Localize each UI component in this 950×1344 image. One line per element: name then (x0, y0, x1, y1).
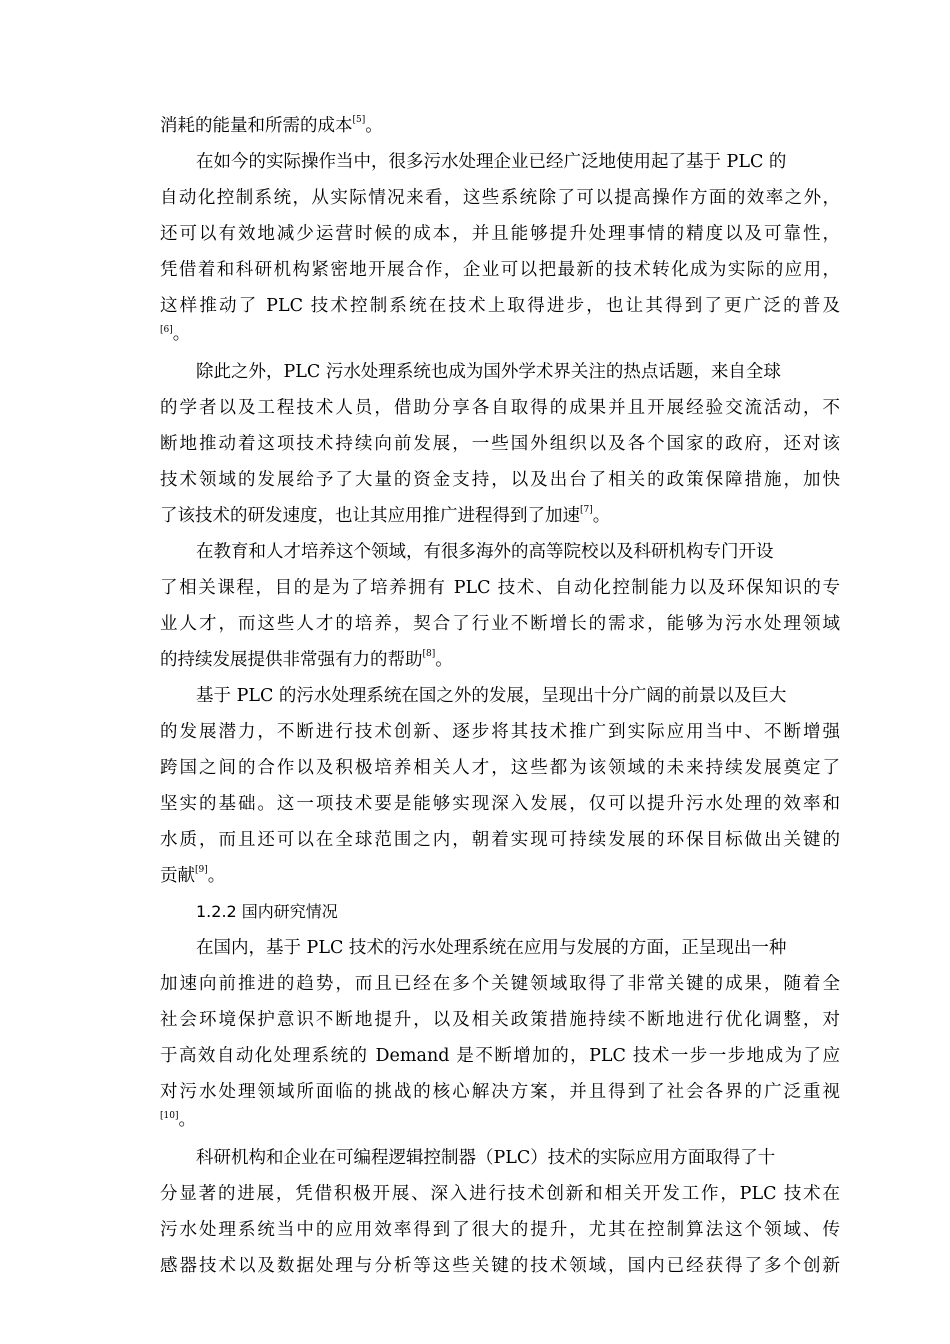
paragraph-line: 在教育和人才培养这个领域，有很多海外的高等院校以及科研机构专门开设 (196, 542, 774, 562)
citation-ref: [5] (352, 115, 366, 125)
paragraph (160, 354, 840, 534)
paragraph-line: 这样推动了 PLC 技术控制系统在技术上取得进步，也让其得到了更广泛的普及 (160, 296, 840, 316)
paragraph-line: 水质，而且还可以在全球范围之内，朝着实现可持续发展的环保目标做出关键的 (160, 830, 840, 850)
paragraph-line: 除此之外，PLC 污水处理系统也成为国外学术界关注的热点话题，来自全球 (196, 362, 781, 382)
text-span: 。 (592, 506, 611, 526)
text-span: 。 (207, 866, 226, 886)
paragraph-line (160, 108, 840, 144)
text-span: 。 (178, 1110, 196, 1130)
text-span: 贡献 (160, 866, 195, 886)
paragraph-line: 对污水处理领域所面临的挑战的核心解决方案，并且得到了社会各界的广泛重视 (160, 1082, 840, 1102)
paragraph (160, 144, 840, 354)
paragraph-line: 业人才，而这些人才的培养，契合了行业不断增长的需求，能够为污水处理领域 (160, 614, 840, 634)
paragraph-line: 凭借着和科研机构紧密地开展合作，企业可以把最新的技术转化成为实际的应用， (160, 260, 840, 280)
paragraph (160, 1140, 840, 1284)
citation-ref: [6] (160, 325, 173, 335)
paragraph-line (160, 1110, 840, 1140)
paragraph-line: 加速向前推进的趋势，而且已经在多个关键领域取得了非常关键的成果，随着全 (160, 974, 840, 994)
paragraph-line: 技术领域的发展给予了大量的资金支持，以及出台了相关的政策保障措施，加快 (160, 470, 840, 490)
citation-ref: [7] (580, 505, 593, 515)
paragraph-line (160, 858, 840, 894)
section-heading: 1.2.2 国内研究情况 (196, 902, 338, 921)
paragraph-line (160, 642, 840, 678)
paragraph-line: 断地推动着这项技术持续向前发展，一些国外组织以及各个国家的政府，还对该 (160, 434, 840, 454)
paragraph (160, 930, 840, 1140)
text-span: 。 (435, 650, 453, 670)
paragraph (160, 534, 840, 678)
text-span: 的持续发展提供非常强有力的帮助 (160, 650, 423, 670)
paragraph-line: 自动化控制系统，从实际情况来看，这些系统除了可以提高操作方面的效率之外， (160, 188, 840, 208)
paragraph-line: 坚实的基础。这一项技术要是能够实现深入发展，仅可以提升污水处理的效率和 (160, 794, 840, 814)
paragraph-line: 感器技术以及数据处理与分析等这些关键的技术领域，国内已经获得了多个创新 (160, 1256, 840, 1276)
paragraph-line: 污水处理系统当中的应用效率得到了很大的提升，尤其在控制算法这个领域、传 (160, 1220, 840, 1240)
citation-ref: [9] (195, 865, 208, 875)
document-page (160, 108, 840, 1284)
paragraph-line: 的学者以及工程技术人员，借助分享各自取得的成果并且开展经验交流活动，不 (160, 398, 840, 418)
paragraph (160, 678, 840, 894)
paragraph-line: 科研机构和企业在可编程逻辑控制器（PLC）技术的实际应用方面取得了十 (196, 1148, 776, 1168)
text-span: 消耗的能量和所需的成本 (160, 116, 353, 136)
paragraph-line: 于高效自动化处理系统的 Demand 是不断增加的，PLC 技术一步一步地成为了应 (160, 1046, 840, 1066)
citation-ref: [10] (160, 1111, 179, 1121)
citation-ref: [8] (422, 649, 436, 659)
paragraph-line: 在国内，基于 PLC 技术的污水处理系统在应用与发展的方面，正呈现出一种 (196, 938, 787, 958)
text-span: 。 (172, 324, 191, 344)
paragraph-line: 跨国之间的合作以及积极培养相关人才，这些都为该领域的未来持续发展奠定了 (160, 758, 840, 778)
text-span: 了该技术的研发速度，也让其应用推广进程得到了加速 (160, 506, 580, 526)
paragraph-line (160, 498, 840, 534)
paragraph-line: 在如今的实际操作当中，很多污水处理企业已经广泛地使用起了基于 PLC 的 (196, 152, 787, 172)
text-span: 。 (365, 116, 383, 136)
paragraph-line: 社会环境保护意识不断地提升，以及相关政策措施持续不断地进行优化调整，对 (160, 1010, 840, 1030)
paragraph-line: 分显著的进展，凭借积极开展、深入进行技术创新和相关开发工作，PLC 技术在 (160, 1184, 840, 1204)
paragraph-line (160, 324, 840, 354)
paragraph-line: 基于 PLC 的污水处理系统在国之外的发展，呈现出十分广阔的前景以及巨大 (196, 686, 787, 706)
paragraph-line: 还可以有效地减少运营时候的成本，并且能够提升处理事情的精度以及可靠性， (160, 224, 840, 244)
paragraph-line: 了相关课程，目的是为了培养拥有 PLC 技术、自动化控制能力以及环保知识的专 (160, 578, 840, 598)
paragraph-line: 的发展潜力，不断进行技术创新、逐步将其技术推广到实际应用当中、不断增强 (160, 722, 840, 742)
